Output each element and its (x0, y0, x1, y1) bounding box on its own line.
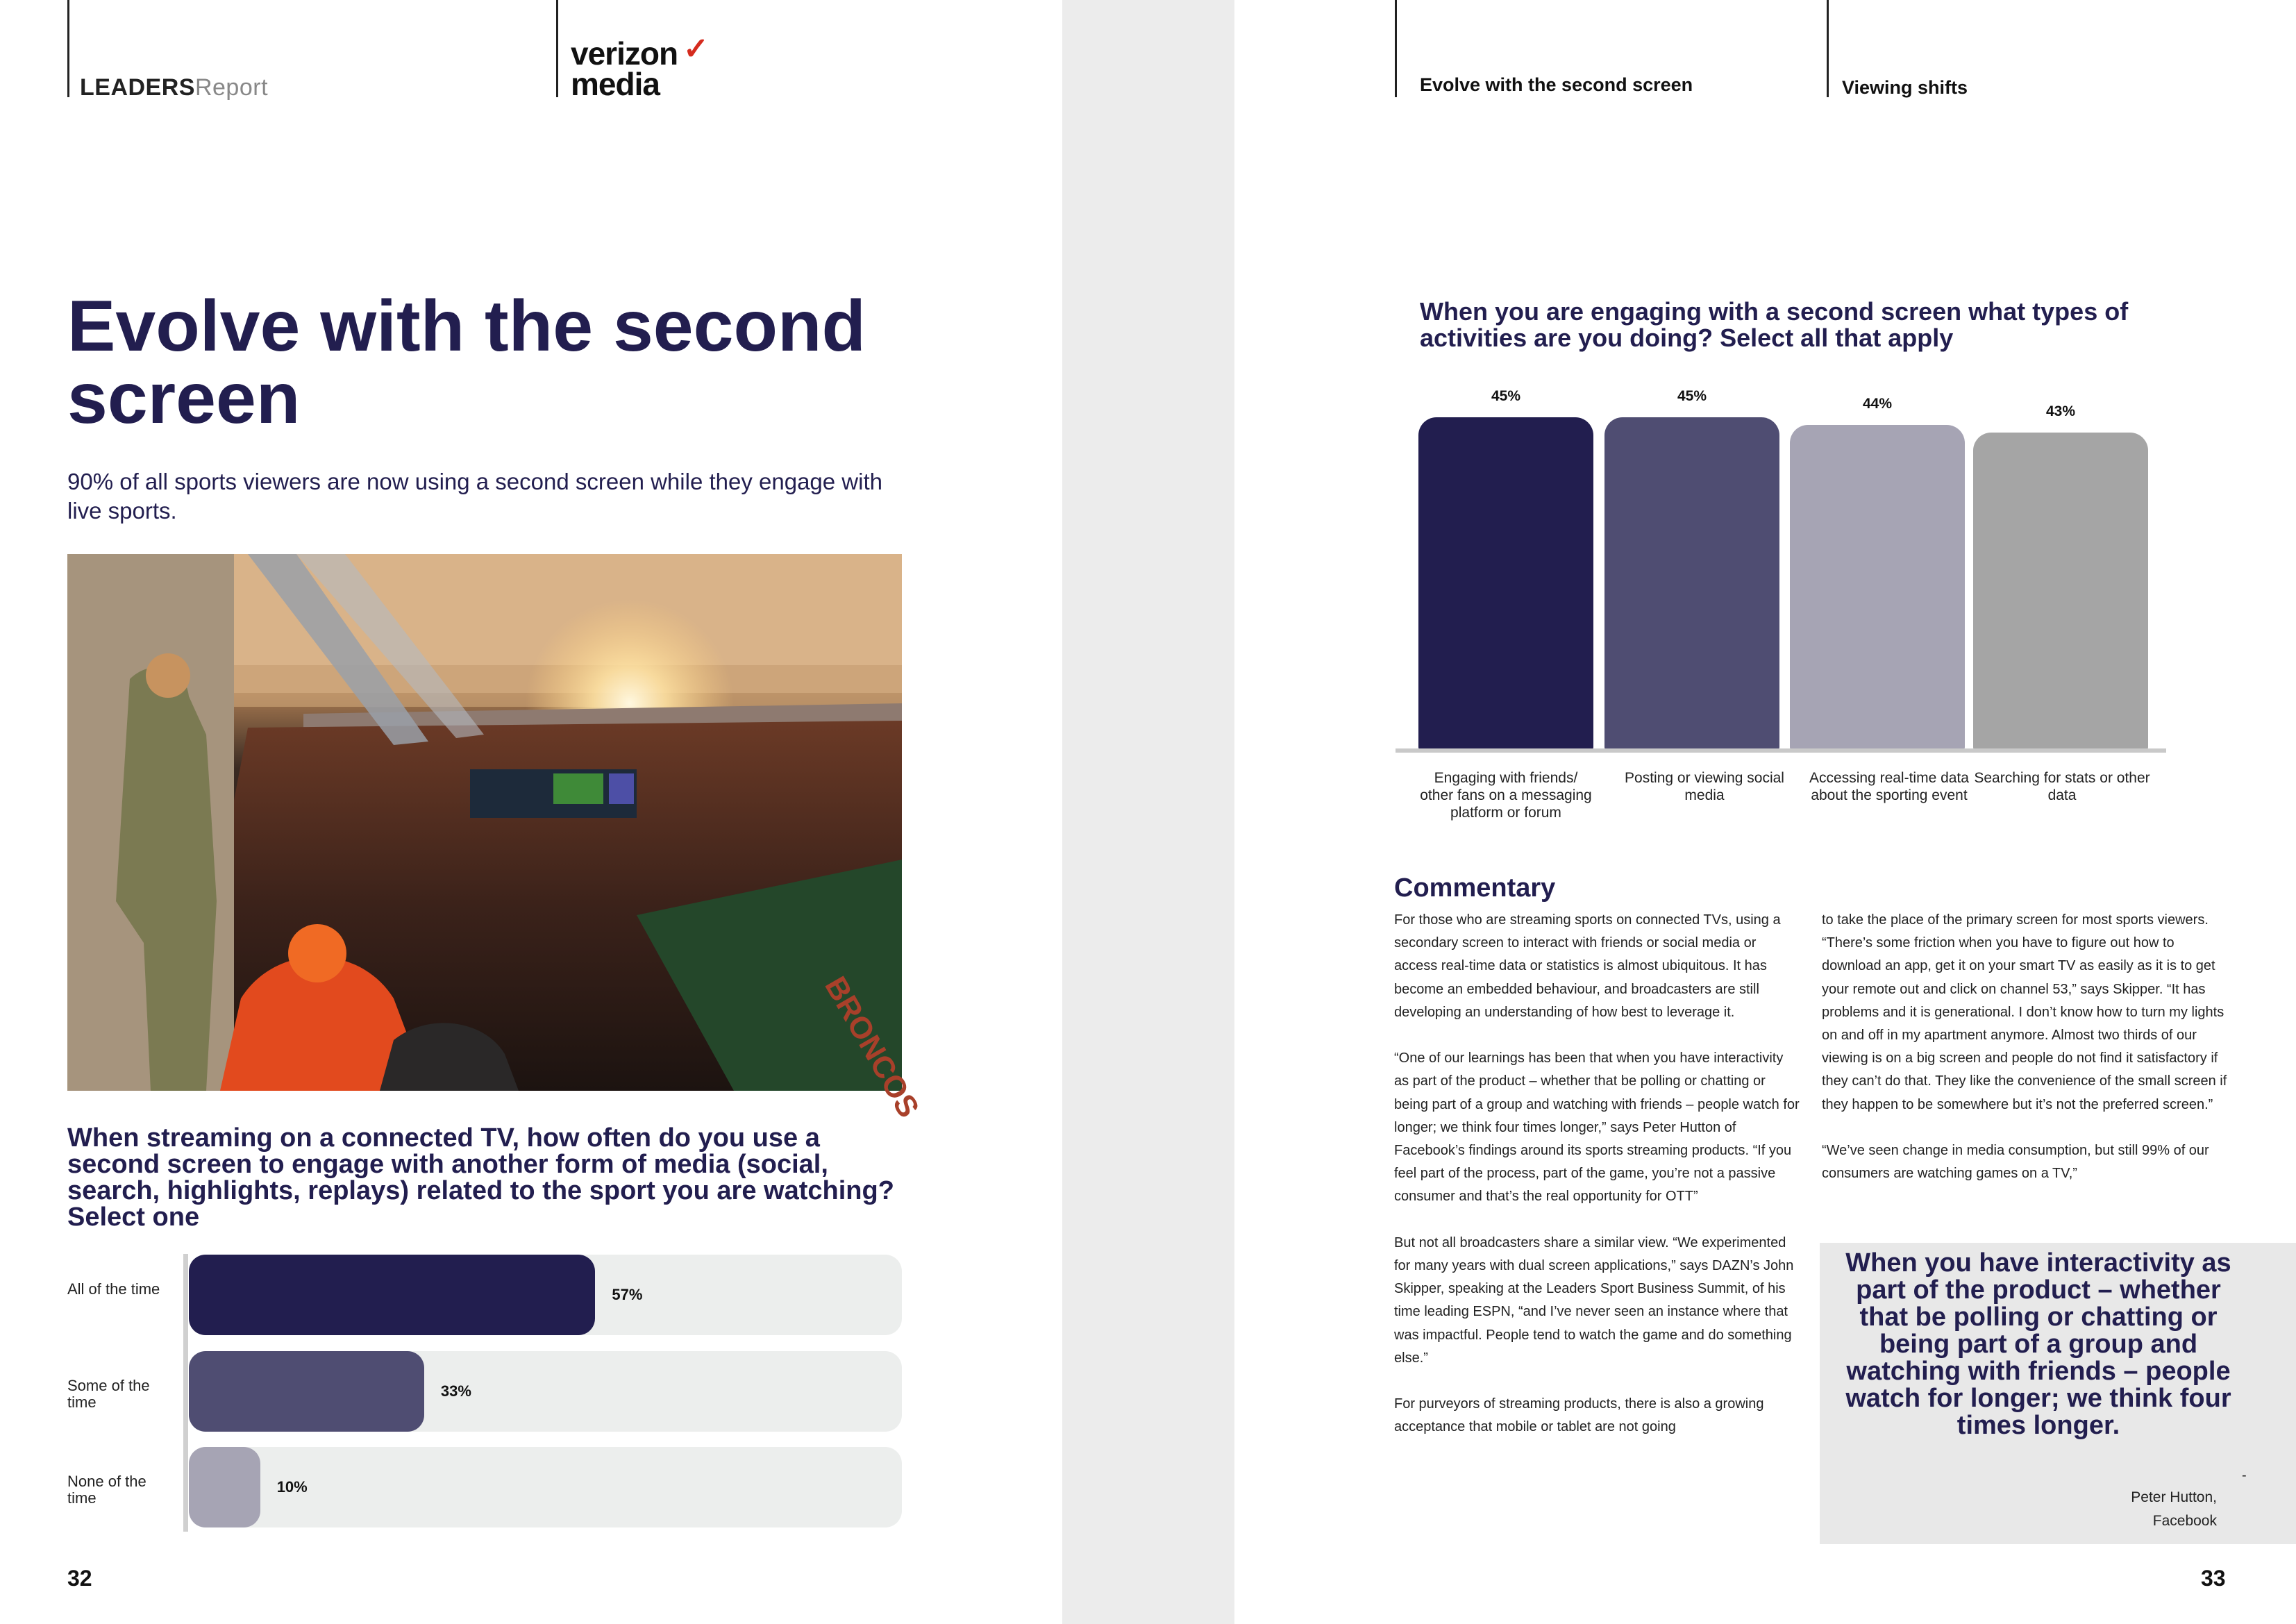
commentary-paragraph: “One of our learnings has been that when you have interactivity as part of the product – whether that be polling or chatting or being part of a group and watching with friends – people watch for longer; we think four times longer,” says Peter Hutton of Facebook’s findings around its sports streaming products. “If you feel part of the process, part of the game, you’re not a passive consumer and that’s the real opportunity for OTT” (1394, 1050, 1800, 1205)
page-gutter (1062, 0, 1234, 1624)
bar-category-label: All of the time (67, 1280, 160, 1298)
bar-value-label: 10% (276, 1478, 308, 1496)
pull-quote-attribution (2131, 1486, 2217, 1533)
header-divider (67, 0, 69, 97)
attribution-org: Facebook (2152, 1513, 2217, 1529)
section-label: Viewing shifts (1842, 77, 1968, 98)
pull-quote-text: When you have interactivity as part of the product – whether that be polling or chatting or being part of a group and watching with friends – people watch for longer; we think four times longer. (1845, 1248, 2231, 1440)
column-category-label: Posting or viewing social media (1625, 770, 1784, 803)
pull-quote-dash: - (2242, 1468, 2247, 1483)
column-real-time-data (1790, 425, 1965, 751)
verizon-media-logo (571, 32, 708, 102)
logo-word-media: media (571, 66, 660, 102)
commentary-paragraph: For purveyors of streaming products, there is also a growing acceptance that mobile or tablet are not going (1394, 1396, 1764, 1435)
commentary-column-1 (1394, 909, 1800, 1439)
logo-checkmark-icon: ✓ (683, 32, 708, 66)
bar-value-label: 33% (440, 1382, 471, 1400)
page-title: Evolve with the second screen (67, 286, 866, 439)
bar-track (189, 1255, 902, 1335)
bar-all-of-the-time (189, 1255, 595, 1335)
commentary-paragraph: But not all broadcasters share a similar view. “We experimented for many years with dual screen applications,” says DAZN’s John Skipper, speaking at the Leaders Sport Business Summit, of his time leading ESPN, “and I’ve never seen an instance where that was impactful. People tend to watch the game and do something else.” (1394, 1234, 1794, 1366)
bar-chart-axis (183, 1254, 188, 1532)
chart-question: When you are engaging with a second screen what types of activities are you doing? Select all that apply (1420, 297, 2129, 352)
column-stats (1973, 433, 2148, 751)
commentary-column-2 (1822, 909, 2231, 1185)
bar-value-label: 57% (612, 1286, 643, 1303)
commentary-paragraph: “We’ve seen change in media consumption, but still 99% of our consumers are watching games on a TV,” (1822, 1143, 2209, 1182)
logo-word-verizon: verizon (571, 35, 678, 72)
commentary-paragraph: For those who are streaming sports on connected TVs, using a secondary screen to interact with friends or social media or access real-time data or statistics is almost ubiquitous. It has become an embedded behaviour, and broadcasters are still developing an understanding of how best to leverage it. (1394, 912, 1781, 1020)
page-number: 32 (67, 1566, 92, 1591)
column-value-label: 45% (1491, 388, 1521, 405)
column-value-label: 43% (2045, 403, 2076, 419)
stadium-photo-illustration (67, 554, 926, 1123)
pull-quote-box (1820, 1243, 2296, 1544)
column-category-label: Engaging with friends/ other fans on a messaging platform or forum (1420, 770, 1592, 821)
section-label: Evolve with the second screen (1420, 74, 1693, 95)
lede-text: 90% of all sports viewers are now using a second screen while they engage with live sports. (67, 469, 882, 524)
bar-some-of-the-time (189, 1351, 424, 1432)
bar-category-label: None of the time (67, 1473, 146, 1507)
stadium-photo (67, 554, 926, 1123)
column-engaging-with-friends (1418, 417, 1593, 751)
chart-question: When streaming on a connected TV, how often do you use a second screen to engage with another form of media (social, search, highlights, replays) related to the sport you are watching? Select one (67, 1123, 894, 1232)
header-divider (1827, 0, 1829, 97)
bar-none-of-the-time (189, 1447, 260, 1527)
page-number: 33 (2201, 1566, 2226, 1591)
commentary-heading: Commentary (1394, 873, 1556, 903)
bar-category-label: Some of the time (67, 1377, 150, 1411)
column-category-label: Searching for stats or other data (1974, 770, 2150, 803)
header-divider (556, 0, 558, 97)
brand-bold: LEADERS (80, 74, 195, 101)
header-divider (1395, 0, 1397, 97)
commentary-paragraph: to take the place of the primary screen for most sports viewers. “There’s some friction when you have to figure out how to download an app, get it on your smart TV as easily as it is to get your remote out and click on channel 53,” says Skipper. “It has problems and it is generational. I don’t know how to turn my lights on and off in my apartment anymore. Almost two thirds of our viewing is on a big screen and people do not find it satisfactory if they can’t do that. They like the convenience of the small screen if they happen to be somewhere but it’s not the preferred screen.” (1822, 912, 2227, 1112)
column-social-media (1604, 417, 1779, 751)
svg-text:BRONCOS: BRONCOS (818, 971, 926, 1123)
attribution-name: Peter Hutton, (2131, 1489, 2217, 1505)
column-chart-baseline (1396, 748, 2166, 753)
brand-light: Report (194, 74, 269, 101)
column-category-label: Accessing real-time data about the sporting event (1809, 770, 1969, 803)
column-value-label: 44% (1862, 396, 1893, 412)
bar-track (189, 1351, 902, 1432)
leaders-report-brand (80, 74, 268, 101)
column-value-label: 45% (1677, 388, 1707, 405)
